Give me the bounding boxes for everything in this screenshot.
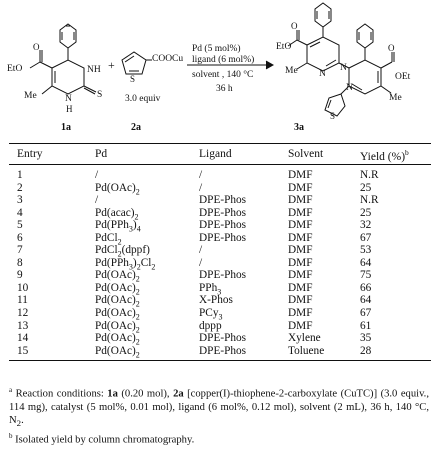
compound-1a-label: 1a (61, 122, 71, 133)
cell-solvent: DMF (288, 206, 313, 219)
cell-entry: 12 (17, 307, 29, 320)
cell-yield: N.R (360, 169, 379, 181)
cell-solvent: DMF (288, 269, 313, 282)
cell-ligand: / (199, 181, 203, 194)
reaction-scheme (0, 0, 437, 140)
sm2-s-label: S (130, 74, 136, 84)
sm2-group-label: COOCu (152, 54, 184, 64)
table-body (9, 169, 431, 357)
cell-pd: $Pd(OAc)_2$ (95, 319, 140, 334)
sm1-h-label: H (66, 104, 73, 114)
cell-ligand: PPh$_3$ (199, 281, 222, 297)
cell-ligand: DPE-Phos (199, 332, 247, 345)
cell-pd: $Pd(OAc)_2$ (95, 294, 140, 309)
plus-sign: + (108, 58, 115, 72)
footnote-a (9, 384, 429, 430)
sm1-nh-label: NH (87, 65, 101, 75)
cell-solvent: DMF (288, 319, 313, 332)
cell-entry: 3 (17, 194, 23, 207)
cell-ligand: / (199, 169, 203, 181)
table-row (9, 282, 431, 295)
table-row (9, 169, 431, 182)
cell-yield: 25 (360, 206, 372, 219)
table-row (9, 345, 431, 358)
footnote-b (9, 430, 429, 447)
compound-2a-label: 2a (131, 122, 141, 133)
cell-entry: 10 (17, 281, 29, 294)
cell-solvent: Toluene (288, 344, 325, 357)
cell-solvent: DMF (288, 307, 313, 320)
table-bottom-rule (9, 360, 431, 361)
product-oet-label: OEt (395, 72, 411, 82)
table-row (9, 207, 431, 220)
product-ester-left-label: EtO (276, 42, 292, 52)
cell-ligand: DPE-Phos (199, 206, 247, 219)
cell-yield: 67 (360, 307, 372, 320)
compound-3a-structure (288, 3, 394, 116)
cell-yield: N.R (360, 194, 379, 207)
footnote-a-text-1: Reaction conditions: (15, 388, 108, 400)
cell-pd: $Pd(OAc)_2$ (95, 269, 140, 284)
cell-yield: 61 (360, 319, 372, 332)
cell-entry: 11 (17, 294, 28, 307)
cell-solvent: DMF (288, 294, 313, 307)
cell-yield: 75 (360, 269, 372, 282)
product-oxygen-right-label: O (388, 43, 395, 53)
cell-solvent: DMF (288, 169, 313, 181)
table-row (9, 244, 431, 257)
footnote-a-text-3: [copper(I)-thiophene-2-carboxylate (CuTC)] (3.0 equiv., 114 mg), catalyst (5 mol%, 0.01 mol), ligand (6 mol%, 0.12 mol), solvent (2 mL), 36 h, 140 °C, N (9, 388, 429, 426)
footnote-a-compound-1a: 1a (107, 388, 118, 400)
optimization-table (9, 143, 431, 361)
cell-entry: 8 (17, 256, 23, 269)
product-me-right-label: Me (389, 93, 402, 103)
cell-yield: 25 (360, 181, 372, 194)
header-ligand: Ligand (199, 148, 232, 160)
header-yield (360, 148, 409, 163)
table-header-row (9, 144, 431, 164)
cell-yield: 64 (360, 256, 372, 269)
product-oxygen-left-label: O (291, 21, 298, 31)
cell-ligand: DPE-Phos (199, 194, 247, 207)
table-row (9, 182, 431, 195)
cell-solvent: DMF (288, 181, 313, 194)
cell-ligand: / (199, 256, 203, 269)
cell-ligand: DPE-Phos (199, 269, 247, 282)
cell-pd: $Pd(OAc)_2$ (95, 307, 140, 322)
cell-ligand: DPE-Phos (199, 231, 247, 244)
cell-ligand: dppp (199, 319, 222, 332)
cell-yield: 28 (360, 344, 372, 357)
compound-2a-structure (122, 52, 152, 74)
cell-solvent: DMF (288, 244, 313, 257)
header-solvent: Solvent (288, 148, 324, 160)
footnote-a-text-4: . (21, 414, 24, 426)
cell-entry: 14 (17, 332, 29, 345)
cell-ligand: X-Phos (199, 294, 233, 307)
cell-yield: 64 (360, 294, 372, 307)
cell-entry: 13 (17, 319, 29, 332)
cell-entry: 2 (17, 181, 23, 194)
cell-entry: 6 (17, 231, 23, 244)
cell-ligand: DPE-Phos (199, 219, 247, 232)
sm1-me-label: Me (24, 91, 37, 101)
table-row (9, 257, 431, 270)
cell-yield: 35 (360, 332, 372, 345)
cell-entry: 7 (17, 244, 23, 257)
footnote-a-mark: a (9, 386, 13, 394)
condition-time: 36 h (216, 84, 233, 94)
footnote-a-subscript: 2 (16, 418, 22, 429)
cell-solvent: DMF (288, 194, 313, 207)
cell-yield: 53 (360, 244, 372, 257)
cell-pd: $Pd(acac)_2$ (95, 206, 139, 221)
header-entry: Entry (17, 148, 43, 160)
compound-3a-label: 3a (294, 122, 304, 133)
cell-solvent: DMF (288, 256, 313, 269)
cell-yield: 66 (360, 281, 372, 294)
table-row (9, 307, 431, 320)
cell-pd: PdCl$_2$ (95, 231, 122, 246)
condition-solvent: solvent , 140 °C (192, 70, 254, 80)
cell-ligand: / (199, 244, 203, 257)
table-row (9, 294, 431, 307)
table-row (9, 320, 431, 333)
cell-solvent: DMF (288, 219, 313, 232)
footnote-b-mark: b (9, 432, 13, 441)
cell-solvent: Xylene (288, 332, 321, 345)
cell-pd: $Pd(PPh_3)_2Cl_2$ (95, 256, 156, 272)
sm1-s-label: S (97, 90, 103, 100)
table-row (9, 232, 431, 245)
cell-solvent: DMF (288, 231, 313, 244)
cell-yield: 32 (360, 219, 372, 232)
footnote-a-text-2: (0.20 mol), (117, 388, 174, 400)
sm1-n-label: N (65, 94, 72, 104)
cell-entry: 9 (17, 269, 23, 282)
header-pd: Pd (95, 148, 108, 160)
cell-entry: 4 (17, 206, 23, 219)
sm1-ester-label: EtO (7, 64, 23, 74)
compound-1a-structure (30, 24, 96, 94)
table-row (9, 194, 431, 207)
condition-catalyst: Pd (5 mol%) (192, 44, 241, 54)
header-yield-text: Yield (%) (360, 150, 406, 163)
table-row (9, 269, 431, 282)
cell-pd: / (95, 194, 99, 207)
cell-pd: $Pd(OAc)_2$ (95, 344, 140, 359)
product-s-label: S (330, 111, 336, 121)
product-n2-label: N (340, 63, 347, 73)
cell-pd: $Pd(OAc)_2$ (95, 281, 140, 297)
footnote-b-text: Isolated yield by column chromatography. (15, 434, 195, 446)
table-row (9, 219, 431, 232)
cell-entry: 1 (17, 169, 23, 181)
cell-entry: 15 (17, 344, 29, 357)
table-footnotes (9, 384, 429, 447)
cell-ligand: DPE-Phos (199, 344, 247, 357)
sm1-oxygen-label: O (33, 42, 40, 52)
cell-yield: 67 (360, 231, 372, 244)
cell-pd: $Pd(OAc)_2$ (95, 332, 140, 347)
product-n1-label: N (319, 69, 326, 79)
header-yield-footnote-mark: b (405, 148, 409, 157)
cell-pd: PdCl$_2$(dppf) (95, 244, 150, 259)
cell-pd: $Pd(PPh_3)_4$ (95, 219, 141, 234)
cell-entry: 5 (17, 219, 23, 232)
product-me-left-label: Me (285, 66, 298, 76)
product-n3-label: N (346, 83, 353, 93)
cell-pd: / (95, 169, 99, 181)
cell-pd: $Pd(OAc)_2$ (95, 181, 140, 196)
cell-solvent: DMF (288, 281, 313, 294)
sm2-equiv-label: 3.0 equiv (125, 94, 161, 104)
condition-ligand: ligand (6 mol%) (192, 55, 255, 65)
table-row (9, 332, 431, 345)
cell-ligand: PCy$_3$ (199, 307, 223, 322)
footnote-a-compound-2a: 2a (173, 388, 184, 400)
